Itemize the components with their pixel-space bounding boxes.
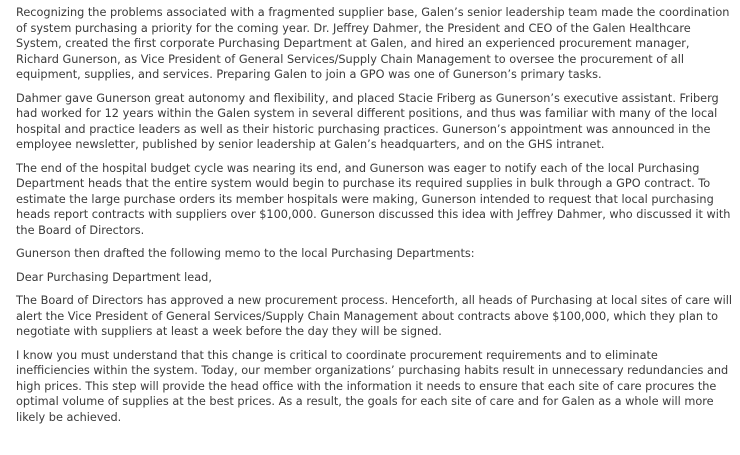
document-body — [16, 5, 732, 433]
paragraph-memo-intro: Gunerson then drafted the following memo to the local Purchasing Departments: — [16, 247, 475, 260]
paragraph-budget-cycle: The end of the hospital budget cycle was nearing its end, and Gunerson was eager to notify each of the local Purchasing Department heads that the entire system would begin to purchase its required supplies in bulk through a GPO contract. To estimate the large purchase orders its member hospitals were making, Gunerson intended to request that local purchasing heads report contracts with suppliers over $100,000. Gunerson discussed this idea with Jeffrey Dahmer, who discussed it with the Board of Directors. — [16, 161, 731, 237]
memo-paragraph-rationale: I know you must understand that this change is critical to coordinate procurement requirements and to eliminate inefficiencies within the system. Today, our member organizations’ purchasing habits result in unnecessary redundancies and high prices. This step will provide the head office with the information it needs to ensure that each site of care procures the optimal volume of supplies at the best prices. As a result, the goals for each site of care and for Galen as a whole will more likely be achieved. — [16, 348, 729, 424]
memo-salutation: Dear Purchasing Department lead, — [16, 270, 212, 284]
paragraph-background: Recognizing the problems associated with a fragmented supplier base, Galen’s senior leadership team made the coordination of system purchasing a priority for the coming year. Dr. Jeffrey Dahmer, the President and CEO of the Galen Healthcare System, created the first corporate Purchasing Department at Galen, and hired an experienced procurement manager, Richard Gunerson, as Vice President of General Services/Supply Chain Management to oversee the procurement of all equipment, supplies, and services. Preparing Galen to join a GPO was one of Gunerson’s primary tasks. — [16, 6, 730, 81]
memo-paragraph-process: The Board of Directors has approved a new procurement process. Henceforth, all heads of Purchasing at local sites of care will alert the Vice President of General Services/Supply Chain Management about contracts above $100,000, which they plan to negotiate with suppliers at least a week before the day they will be signed. — [16, 294, 733, 338]
paragraph-assistant: Dahmer gave Gunerson great autonomy and flexibility, and placed Stacie Friberg as Gunerson’s executive assistant. Friberg had worked for 12 years within the Galen system in several different positions, and thus was familiar with many of the local hospital and practice leaders as well as their historic purchasing practices. Gunerson’s appointment was announced in the employee newsletter, published by senior leadership at Galen’s headquarters, and on the GHS intranet. — [16, 91, 719, 151]
